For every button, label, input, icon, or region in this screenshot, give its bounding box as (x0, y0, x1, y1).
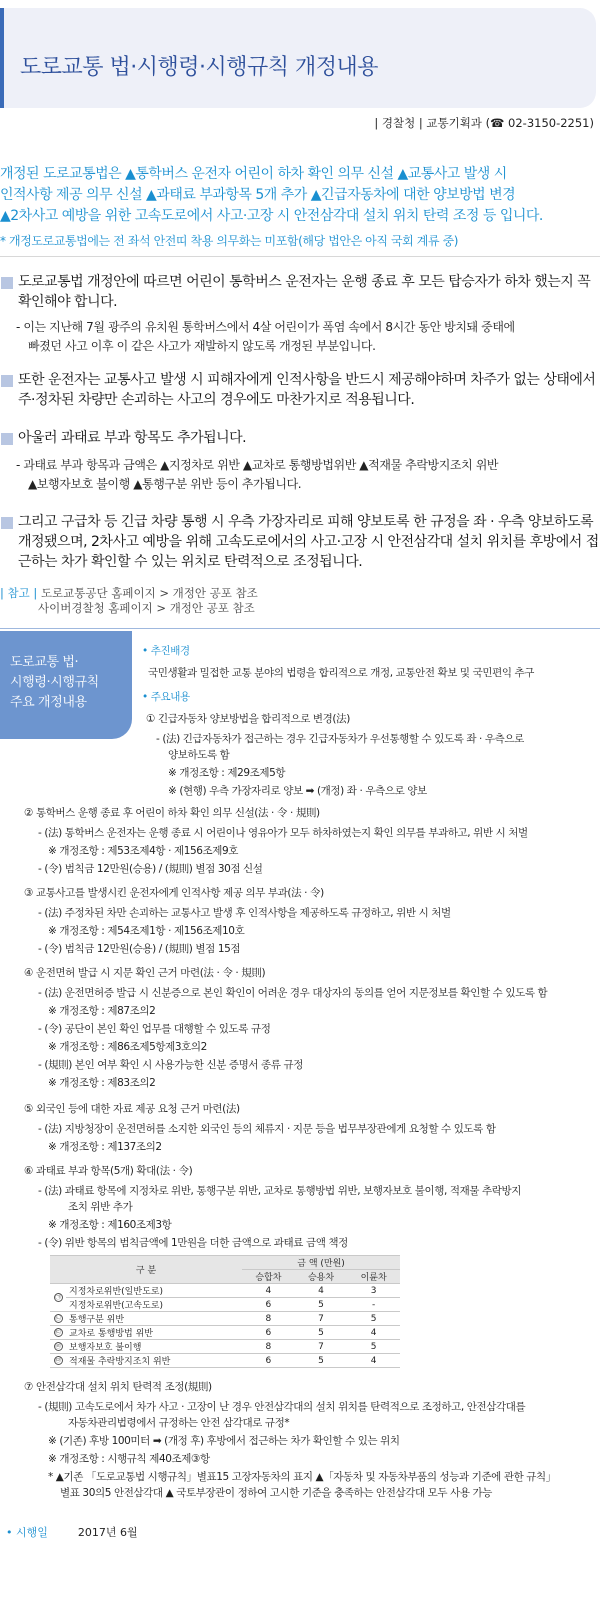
table-header: 이륜차 (347, 1270, 400, 1284)
table-cell: 5 (295, 1354, 348, 1368)
item-text: 양보하도록 함 (168, 749, 230, 761)
item-note: ※ 개정조항 : 제29조제5항 (168, 767, 286, 779)
detail-title: 시행령·시행규칙 (10, 675, 99, 690)
table-header: 금 액 (만원) (242, 1256, 400, 1270)
item-note: ※ (현행) 우측 가장자리로 양보 ➡ (개정) 좌 · 우측으로 양보 (168, 785, 427, 797)
divider (0, 628, 600, 629)
paragraph-3: 아울러 과태료 부과 항목도 추가됩니다. (0, 428, 600, 448)
table-cell: 6 (242, 1326, 295, 1340)
table-cell: 통행구분 위반 (66, 1312, 242, 1326)
table-cell: 7 (295, 1340, 348, 1354)
table-cell: 4 (295, 1284, 348, 1298)
item-text: - (法) 과태료 항목에 지정차로 위반, 통행구분 위반, 교차로 통행방법 위반, 보행자보호 불이행, 적재물 추락방지 (38, 1185, 521, 1197)
summary-line: 개정된 도로교통법은 ▲통학버스 운전자 어린이 하차 확인 의무 신설 ▲교통사고 발생 시 (0, 166, 507, 182)
paragraph-1: 도로교통법 개정안에 따르면 어린이 통학버스 운전자는 운행 종료 후 모든 탑승자가 하차 했는지 꼭 확인해야 합니다. (0, 272, 600, 312)
table-row (50, 1354, 400, 1368)
item-note: ※ 개정조항 : 제137조의2 (48, 1141, 162, 1153)
item-text: - (規則) 고속도로에서 차가 사고 · 고장이 난 경우 안전삼각대의 설치 위치를 탄력적으로 조정하고, 안전삼각대를 (38, 1401, 526, 1413)
item-note: 별표 30의5 안전삼각대 ▲ 국토부장관이 정하여 고시한 기준을 충족하는 안전삼각대 모두 사용 가능 (60, 1487, 493, 1499)
item-note: ※ 개정조항 : 제54조제1항 · 제156조제10호 (48, 925, 245, 937)
item-text: - (令) 위반 항목의 범칙금액에 1만원을 더한 금액으로 과태료 금액 책정 (38, 1237, 348, 1249)
table-cell: 8 (242, 1340, 295, 1354)
effective-value: 2017년 6월 (77, 1526, 138, 1539)
item-note: ※ 개정조항 : 제86조제5항제3호의2 (48, 1041, 207, 1053)
table-cell: 4 (242, 1284, 295, 1298)
item-heading: ② 통학버스 운행 종료 후 어린이 하차 확인 의무 신설(法 · 令 · 規則) (24, 807, 320, 819)
item-heading: ④ 운전면허 발급 시 지문 확인 근거 마련(法 · 令 · 規則) (24, 967, 266, 979)
item-note: ※ 개정조항 : 제160조제3항 (48, 1219, 172, 1231)
table-cell: 지정차로위반(일반도로) (66, 1284, 242, 1298)
table-cell: 4 (347, 1326, 400, 1340)
table-row (50, 1340, 400, 1354)
table-cell: 5 (347, 1340, 400, 1354)
marker-icon: ㉢ (54, 1328, 61, 1336)
item-note: ※ (기존) 후방 100미터 ➡ (개정 후) 후방에서 접근하는 차가 확인할 수 있는 위치 (48, 1435, 400, 1447)
paragraph-3-detail: - 과태료 부과 항목과 금액은 ▲지정차로 위반 ▲교차로 통행방법위반 ▲적재물 추락방지조치 위반 ▲보행자보호 불이행 ▲통행구분 위반 등이 추가됩니다. (16, 458, 499, 491)
table-header: 승용차 (295, 1270, 348, 1284)
table-cell: 지정차로위반(고속도로) (66, 1298, 242, 1312)
summary-line: ▲2차사고 예방을 위한 고속도로에서 사고·고장 시 안전삼각대 설치 위치 탄력 조정 등 입니다. (0, 208, 543, 224)
table-header: 구 분 (50, 1256, 242, 1284)
background-text: 국민생활과 밀접한 교통 분야의 법령을 합리적으로 개정, 교통안전 확보 및 국민편익 추구 (148, 667, 534, 679)
item-heading: ③ 교통사고를 발생시킨 운전자에게 인적사항 제공 의무 부과(法 · 令) (24, 887, 324, 899)
table-cell: 8 (242, 1312, 295, 1326)
item-note: * ▲기존 「도로교통법 시행규칙」별표15 고장자동차의 표지 ▲「자동차 및 자동차부품의 성능과 기준에 관한 규칙」 (48, 1471, 556, 1483)
table-cell: 보행자보호 불이행 (66, 1340, 242, 1354)
table-cell: 5 (347, 1312, 400, 1326)
marker-icon: ㉠ (54, 1293, 61, 1301)
table-cell: 5 (295, 1298, 348, 1312)
item-text: - (規則) 본인 여부 확인 시 사용가능한 신분 증명서 종류 규정 (38, 1059, 303, 1071)
effective-date (6, 1524, 138, 1540)
item-note: ※ 개정조항 : 시행규칙 제40조제③항 (48, 1453, 210, 1465)
table-header: 승합차 (242, 1270, 295, 1284)
reference-link[interactable]: 사이버경찰청 홈페이지 > 개정안 공포 참조 (38, 601, 255, 615)
reference-label: | 참고 | (0, 586, 38, 600)
item-heading: ⑦ 안전삼각대 설치 위치 탄력적 조정(規則) (24, 1381, 212, 1393)
table-row (50, 1298, 400, 1312)
item-text: - (令) 범칙금 12만원(승용) / (規則) 별점 30점 신설 (38, 863, 263, 875)
item-heading: ① 긴급자동차 양보방법을 합리적으로 변경(法) (146, 713, 350, 725)
table-cell: 6 (242, 1298, 295, 1312)
paragraph-2: 또한 운전자는 교통사고 발생 시 피해자에게 인적사항을 반드시 제공해야하며 차주가 없는 상태에서 주·정차된 차량만 손괴하는 사고의 경우에도 마찬가지로 적용됩니다. (0, 370, 600, 410)
item-text: 자동차관리법령에서 규정하는 안전 삼각대로 규정* (68, 1417, 290, 1429)
item-text: - (法) 통학버스 운전자는 운행 종료 시 어린이나 영유아가 모두 하차하였는지 확인 의무를 부과하고, 위반 시 처벌 (38, 827, 528, 839)
item-text: 조치 위반 추가 (68, 1201, 133, 1213)
table-row (50, 1284, 400, 1298)
square-bullet-icon (1, 277, 13, 289)
paragraph-1-detail: - 이는 지난해 7월 광주의 유치원 통학버스에서 4살 어린이가 폭염 속에서 8시간 동안 방치돼 중태에 빠졌던 사고 이후 이 같은 사고가 재발하지 않도록 개정된 부분입니다. (16, 320, 515, 353)
summary-note: * 개정도로교통법에는 전 좌석 안전띠 착용 의무화는 미포함(해당 법안은 아직 국회 계류 중) (0, 234, 459, 248)
table-cell: - (347, 1298, 400, 1312)
item-text: - (令) 범칙금 12만원(승용) / (規則) 별점 15점 (38, 943, 241, 955)
table-cell: 적재물 추락방지조치 위반 (66, 1354, 242, 1368)
square-bullet-icon (1, 375, 13, 387)
detail-title: 도로교통 법· (10, 655, 79, 670)
detail-title: 주요 개정내용 (10, 695, 87, 710)
main-content-label: • 주요내용 (142, 691, 190, 703)
summary (0, 164, 600, 227)
square-bullet-icon (1, 433, 13, 445)
summary-line: 인적사항 제공 의무 신설 ▲과태료 부과항목 5개 추가 ▲긴급자동차에 대한 양보방법 변경 (0, 187, 516, 203)
marker-icon: ㉤ (54, 1356, 61, 1364)
page-title: 도로교통 법·시행령·시행규칙 개정내용 (20, 55, 379, 80)
fine-table (50, 1255, 400, 1368)
source-line: | 경찰청 | 교통기획과 (☎ 02-3150-2251) (374, 116, 594, 130)
effective-label: • 시행일 (6, 1526, 48, 1539)
table-row (50, 1326, 400, 1340)
divider (0, 256, 600, 257)
item-heading: ⑤ 외국인 등에 대한 자료 제공 요청 근거 마련(法) (24, 1103, 240, 1115)
item-text: - (法) 긴급자동차가 접근하는 경우 긴급자동차가 우선통행할 수 있도록 좌 · 우측으로 (156, 733, 524, 745)
reference-link[interactable]: 도로교통공단 홈페이지 > 개정안 공포 참조 (40, 586, 258, 600)
detail-title-box (0, 631, 132, 739)
background-label: • 추진배경 (142, 645, 190, 657)
item-note: ※ 개정조항 : 제87조의2 (48, 1005, 156, 1017)
item-note: ※ 개정조항 : 제53조제4항 · 제156조제9호 (48, 845, 239, 857)
table-cell: 7 (295, 1312, 348, 1326)
marker-icon: ㉣ (54, 1342, 61, 1350)
square-bullet-icon (1, 517, 13, 529)
marker-icon: ㉡ (54, 1314, 61, 1322)
reference (0, 586, 258, 616)
item-text: - (法) 운전면허증 발급 시 신분증으로 본인 확인이 어려운 경우 대상자의 동의를 얻어 지문정보를 확인할 수 있도록 함 (38, 987, 548, 999)
table-cell: 6 (242, 1354, 295, 1368)
table-row (50, 1312, 400, 1326)
header-banner (0, 8, 596, 108)
item-text: - (法) 지방청장이 운전면허를 소지한 외국인 등의 체류지 · 지문 등을 법무부장관에게 요청할 수 있도록 함 (38, 1123, 496, 1135)
paragraph-4: 그리고 구급차 등 긴급 차량 통행 시 우측 가장자리로 피해 양보토록 한 규정을 좌 · 우측 양보하도록 개정됐으며, 2차사고 예방을 위해 고속도로에서의 사고·고장 시 안전삼각대 설치 위치를 후방에서 접근하는 차가 확인할 수 있는 위치로 탄력적으로 조정됩니다. (0, 512, 600, 572)
item-note: ※ 개정조항 : 제83조의2 (48, 1077, 156, 1089)
table-cell: 3 (347, 1284, 400, 1298)
item-text: - (法) 주정차된 차만 손괴하는 교통사고 발생 후 인적사항을 제공하도록 규정하고, 위반 시 처벌 (38, 907, 451, 919)
table-cell: 5 (295, 1326, 348, 1340)
table-cell: 4 (347, 1354, 400, 1368)
table-cell: 교차로 통행방법 위반 (66, 1326, 242, 1340)
item-heading: ⑥ 과태료 부과 항목(5개) 확대(法 · 令) (24, 1165, 193, 1177)
item-text: - (令) 공단이 본인 확인 업무를 대행할 수 있도록 규정 (38, 1023, 271, 1035)
